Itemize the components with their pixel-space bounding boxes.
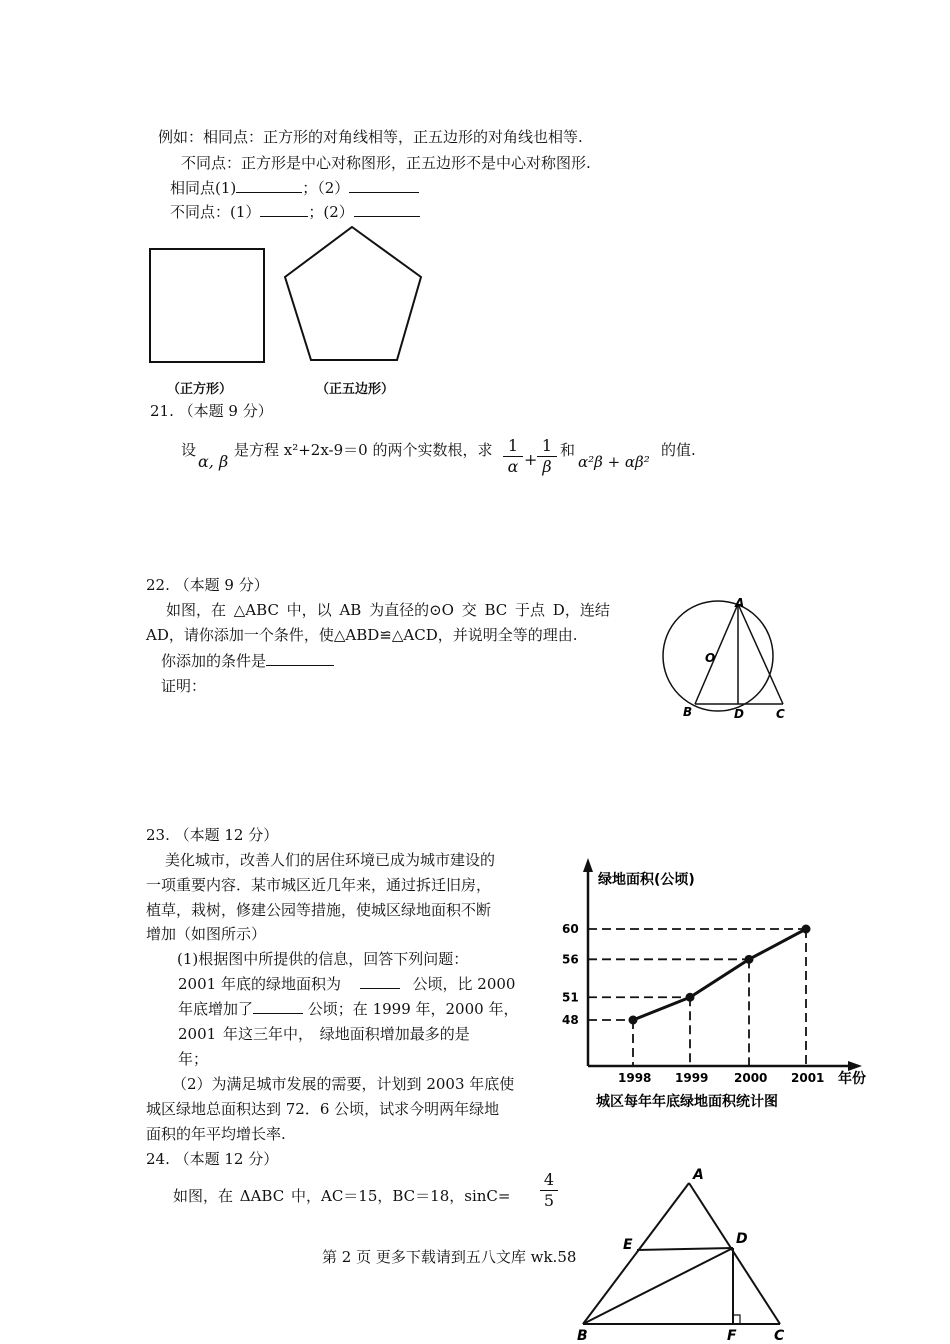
q23-header: 23. （本题 12 分） [146, 826, 279, 844]
label-c: C [774, 1328, 785, 1344]
q20-diff-prefix: 不同点：(1） [170, 203, 261, 221]
right-angle-mark [733, 1315, 740, 1324]
y-tick-label: 48 [562, 1013, 579, 1027]
q22-line3-text: 你添加的条件是 [161, 652, 267, 670]
q23-p3: 植草，栽树，修建公园等措施，使城区绿地面积不断 [146, 901, 492, 919]
label-o: O [705, 651, 716, 665]
label-a: A [735, 596, 745, 610]
q22-line1: 如图，在 △ABC 中，以 AB 为直径的⊙O 交 BC 于点 D，连结 [166, 601, 610, 619]
q20-example-line2: 不同点：正方形是中心对称图形，正五边形不是中心对称图形. [181, 154, 591, 172]
q23-q1-line3b: 公顷；在 1999 年，2000 年， [307, 1000, 519, 1018]
label-c: C [776, 707, 785, 721]
q21-text-end: 的值. [661, 441, 696, 459]
q23-q1-line4: 2001 年这三年中， 绿地面积增加最多的是 [178, 1025, 470, 1043]
label-b: B [683, 705, 693, 719]
q22-header: 22. （本题 9 分） [146, 576, 269, 594]
q21-frac2-den: β [542, 457, 552, 476]
label-f: F [727, 1328, 737, 1344]
q24-header: 24. （本题 12 分） [146, 1150, 279, 1168]
q23-q1-line2b: 公顷，比 2000 [412, 975, 516, 993]
segment-ed [637, 1248, 733, 1250]
label-d: D [734, 707, 744, 721]
y-tick-label: 51 [562, 990, 579, 1005]
segment-bd [583, 1248, 733, 1324]
segment-ac [689, 1183, 780, 1324]
q21-expr: α²β + αβ² [578, 453, 650, 471]
x-tick-label: 2000 [734, 1071, 768, 1085]
label-e: E [623, 1237, 633, 1253]
q21-text-pre: 设 [181, 441, 197, 459]
q24-sin-num: 4 [540, 1170, 558, 1191]
x-tick-label: 2001 [791, 1071, 825, 1085]
label-b: B [577, 1328, 588, 1344]
page-footer: 第 2 页 更多下载请到五八文库 wk.58 [322, 1248, 577, 1266]
label-a: A [693, 1167, 704, 1183]
q21-frac1-num: 1 [503, 436, 523, 457]
q24-sin-den: 5 [543, 1191, 555, 1210]
q21-plus: + [524, 450, 538, 469]
q23-q2-line2: 城区绿地总面积达到 72．6 公顷，试求今明两年绿地 [146, 1100, 500, 1118]
chart-ylabel: 绿地面积(公顷) [598, 872, 695, 888]
q20-example-line1: 例如：相同点：正方形的对角线相等，正五边形的对角线也相等. [158, 128, 583, 146]
q21-frac1-den: α [507, 457, 519, 476]
q23-p1: 美化城市，改善人们的居住环境已成为城市建设的 [165, 851, 496, 869]
q23-q1-line2a: 2001 年底的绿地面积为 [178, 975, 341, 993]
label-d: D [736, 1231, 748, 1247]
q21-frac2-num: 1 [537, 436, 557, 457]
q23-q2-line1: （2）为满足城市发展的需要，计划到 2003 年底使 [172, 1075, 515, 1093]
q23-p2: 一项重要内容．某市城区近几年来，通过拆迁旧房， [146, 876, 492, 894]
chart-title: 城区每年年底绿地面积统计图 [596, 1094, 778, 1110]
q24-line1: 如图，在 ΔABC 中，AC＝15，BC＝18，sinC= [173, 1187, 511, 1205]
chart-xlabel: 年份 [838, 1071, 866, 1087]
y-tick-label: 60 [562, 922, 579, 936]
q23-q2-line3: 面积的年平均增长率. [146, 1125, 286, 1143]
q23-p4: 增加（如图所示） [146, 925, 267, 943]
y-tick-label: 56 [562, 952, 579, 967]
segment-ab [583, 1183, 689, 1324]
q21-header: 21. （本题 9 分） [150, 402, 273, 420]
q23-q1-line3a: 年底增加了 [178, 1000, 254, 1018]
q20-same-prefix: 相同点(1) [170, 179, 237, 197]
q21-vars: α, β [198, 452, 229, 471]
q21-and: 和 [560, 441, 576, 459]
square-caption: （正方形） [167, 382, 233, 397]
q22-line2: AD，请你添加一个条件，使△ABD≌△ACD，并说明全等的理由. [146, 626, 578, 644]
pentagon-caption: （正五边形） [316, 382, 395, 397]
q20-same-mid: ；（2） [302, 179, 350, 197]
x-tick-label: 1999 [675, 1071, 709, 1085]
q21-text-mid: 是方程 x²+2x-9＝0 的两个实数根，求 [234, 441, 493, 459]
q23-q1-line5: 年； [178, 1050, 209, 1068]
q23-q1-line1: (1)根据图中所提供的信息，回答下列问题： [177, 950, 469, 968]
q22-line4: 证明： [161, 677, 207, 695]
x-tick-label: 1998 [618, 1071, 652, 1085]
q20-diff-mid: ；(2） [308, 203, 354, 221]
